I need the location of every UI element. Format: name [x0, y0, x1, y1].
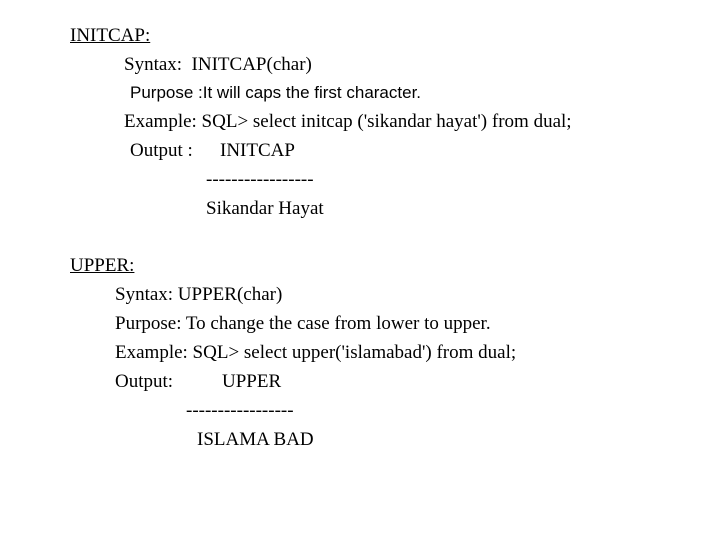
upper-output-value: ISLAMA BAD: [197, 429, 314, 450]
upper-output-label: Output:: [115, 371, 174, 392]
initcap-purpose: Purpose :It will caps the first character.: [130, 83, 422, 102]
upper-purpose: Purpose: To change the case from lower to upper.: [115, 313, 491, 334]
upper-output-column: UPPER: [222, 371, 282, 392]
initcap-output-value: Sikandar Hayat: [206, 198, 324, 219]
initcap-syntax: Syntax: INITCAP(char): [124, 54, 312, 75]
upper-heading: UPPER:: [70, 255, 135, 276]
upper-example: Example: SQL> select upper('islamabad') from dual;: [115, 342, 517, 363]
initcap-example: Example: SQL> select initcap ('sikandar hayat') from dual;: [124, 111, 572, 132]
upper-syntax: Syntax: UPPER(char): [115, 284, 283, 305]
upper-output-rule: -----------------: [186, 400, 294, 421]
initcap-output-column: INITCAP: [220, 140, 295, 161]
initcap-output-label: Output :: [130, 140, 193, 161]
initcap-output-rule: -----------------: [206, 169, 314, 190]
initcap-heading: INITCAP:: [70, 25, 151, 46]
